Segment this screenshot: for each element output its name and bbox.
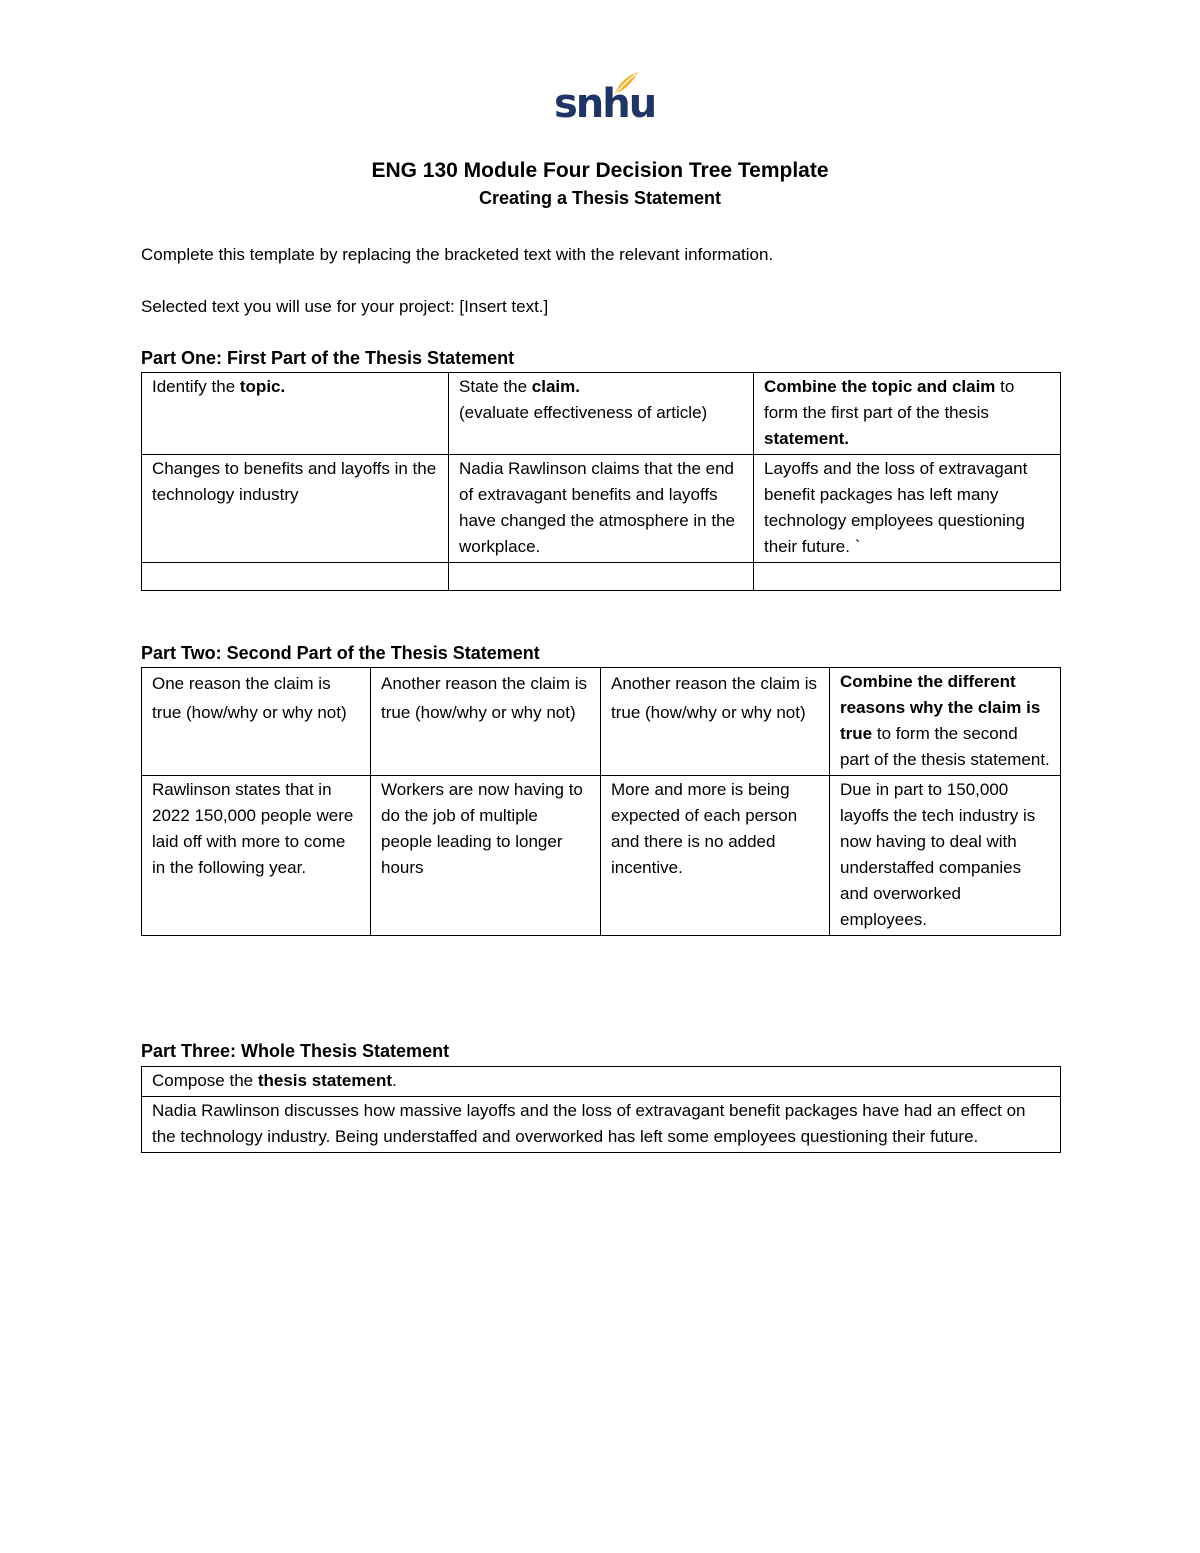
logo-text: snhu bbox=[554, 81, 656, 127]
combined-reasons-cell[interactable]: Due in part to 150,000 layoffs the tech industry is now having to deal with understaffed companies and overworked employees. bbox=[830, 776, 1061, 936]
snhu-logo bbox=[552, 70, 656, 134]
combine-header-cell: Combine the topic and claim to form the first part of the thesis statement. bbox=[754, 373, 1061, 455]
thesis-statement-cell[interactable]: Nadia Rawlinson discusses how massive layoffs and the loss of extravagant benefit packages have had an effect on the technology industry. Being understaffed and overworked has left some employees questioning their future. bbox=[142, 1097, 1061, 1153]
part-three-table bbox=[141, 1066, 1061, 1153]
empty-cell[interactable] bbox=[754, 563, 1061, 591]
table-row bbox=[142, 776, 1061, 936]
leaf-icon bbox=[610, 70, 640, 98]
topic-header-cell: Identify the topic. bbox=[142, 373, 449, 455]
combine-reasons-header-cell: Combine the different reasons why the claim is true to form the second part of the thesis statement. bbox=[830, 668, 1061, 776]
table-header-row bbox=[142, 1067, 1061, 1097]
empty-table-row bbox=[142, 563, 1061, 591]
table-header-row bbox=[142, 373, 1061, 455]
document-title: ENG 130 Module Four Decision Tree Template bbox=[371, 159, 829, 182]
empty-cell[interactable] bbox=[142, 563, 449, 591]
claim-cell[interactable]: Nadia Rawlinson claims that the end of extravagant benefits and layoffs have changed the atmosphere in the workplace. bbox=[449, 455, 754, 563]
table-row bbox=[142, 455, 1061, 563]
part-three-heading: Part Three: Whole Thesis Statement bbox=[141, 1041, 450, 1061]
reason-two-cell[interactable]: Workers are now having to do the job of multiple people leading to longer hours bbox=[371, 776, 601, 936]
part-two-table bbox=[141, 667, 1061, 936]
empty-cell[interactable] bbox=[449, 563, 754, 591]
table-row bbox=[142, 1097, 1061, 1153]
reason-one-header-cell: One reason the claim is true (how/why or why not) bbox=[142, 668, 371, 776]
reason-three-cell[interactable]: More and more is being expected of each person and there is no added incentive. bbox=[601, 776, 830, 936]
part-one-heading: Part One: First Part of the Thesis Statement bbox=[141, 348, 515, 368]
instructions-text: Complete this template by replacing the bracketed text with the relevant information. bbox=[141, 245, 774, 264]
reason-one-cell[interactable]: Rawlinson states that in 2022 150,000 people were laid off with more to come in the following year. bbox=[142, 776, 371, 936]
table-header-row bbox=[142, 668, 1061, 776]
topic-cell[interactable]: Changes to benefits and layoffs in the technology industry bbox=[142, 455, 449, 563]
selected-text-line: Selected text you will use for your project: [Insert text.] bbox=[141, 297, 549, 316]
reason-two-header-cell: Another reason the claim is true (how/why or why not) bbox=[371, 668, 601, 776]
thesis-header-cell: Compose the thesis statement. bbox=[142, 1067, 1061, 1097]
combined-cell[interactable]: Layoffs and the loss of extravagant benefit packages has left many technology employees questioning their future. ` bbox=[754, 455, 1061, 563]
reason-three-header-cell: Another reason the claim is true (how/why or why not) bbox=[601, 668, 830, 776]
part-two-heading: Part Two: Second Part of the Thesis Statement bbox=[141, 643, 540, 663]
claim-header-cell: State the claim. (evaluate effectiveness of article) bbox=[449, 373, 754, 455]
part-one-table bbox=[141, 372, 1061, 591]
document-subtitle: Creating a Thesis Statement bbox=[478, 188, 722, 208]
